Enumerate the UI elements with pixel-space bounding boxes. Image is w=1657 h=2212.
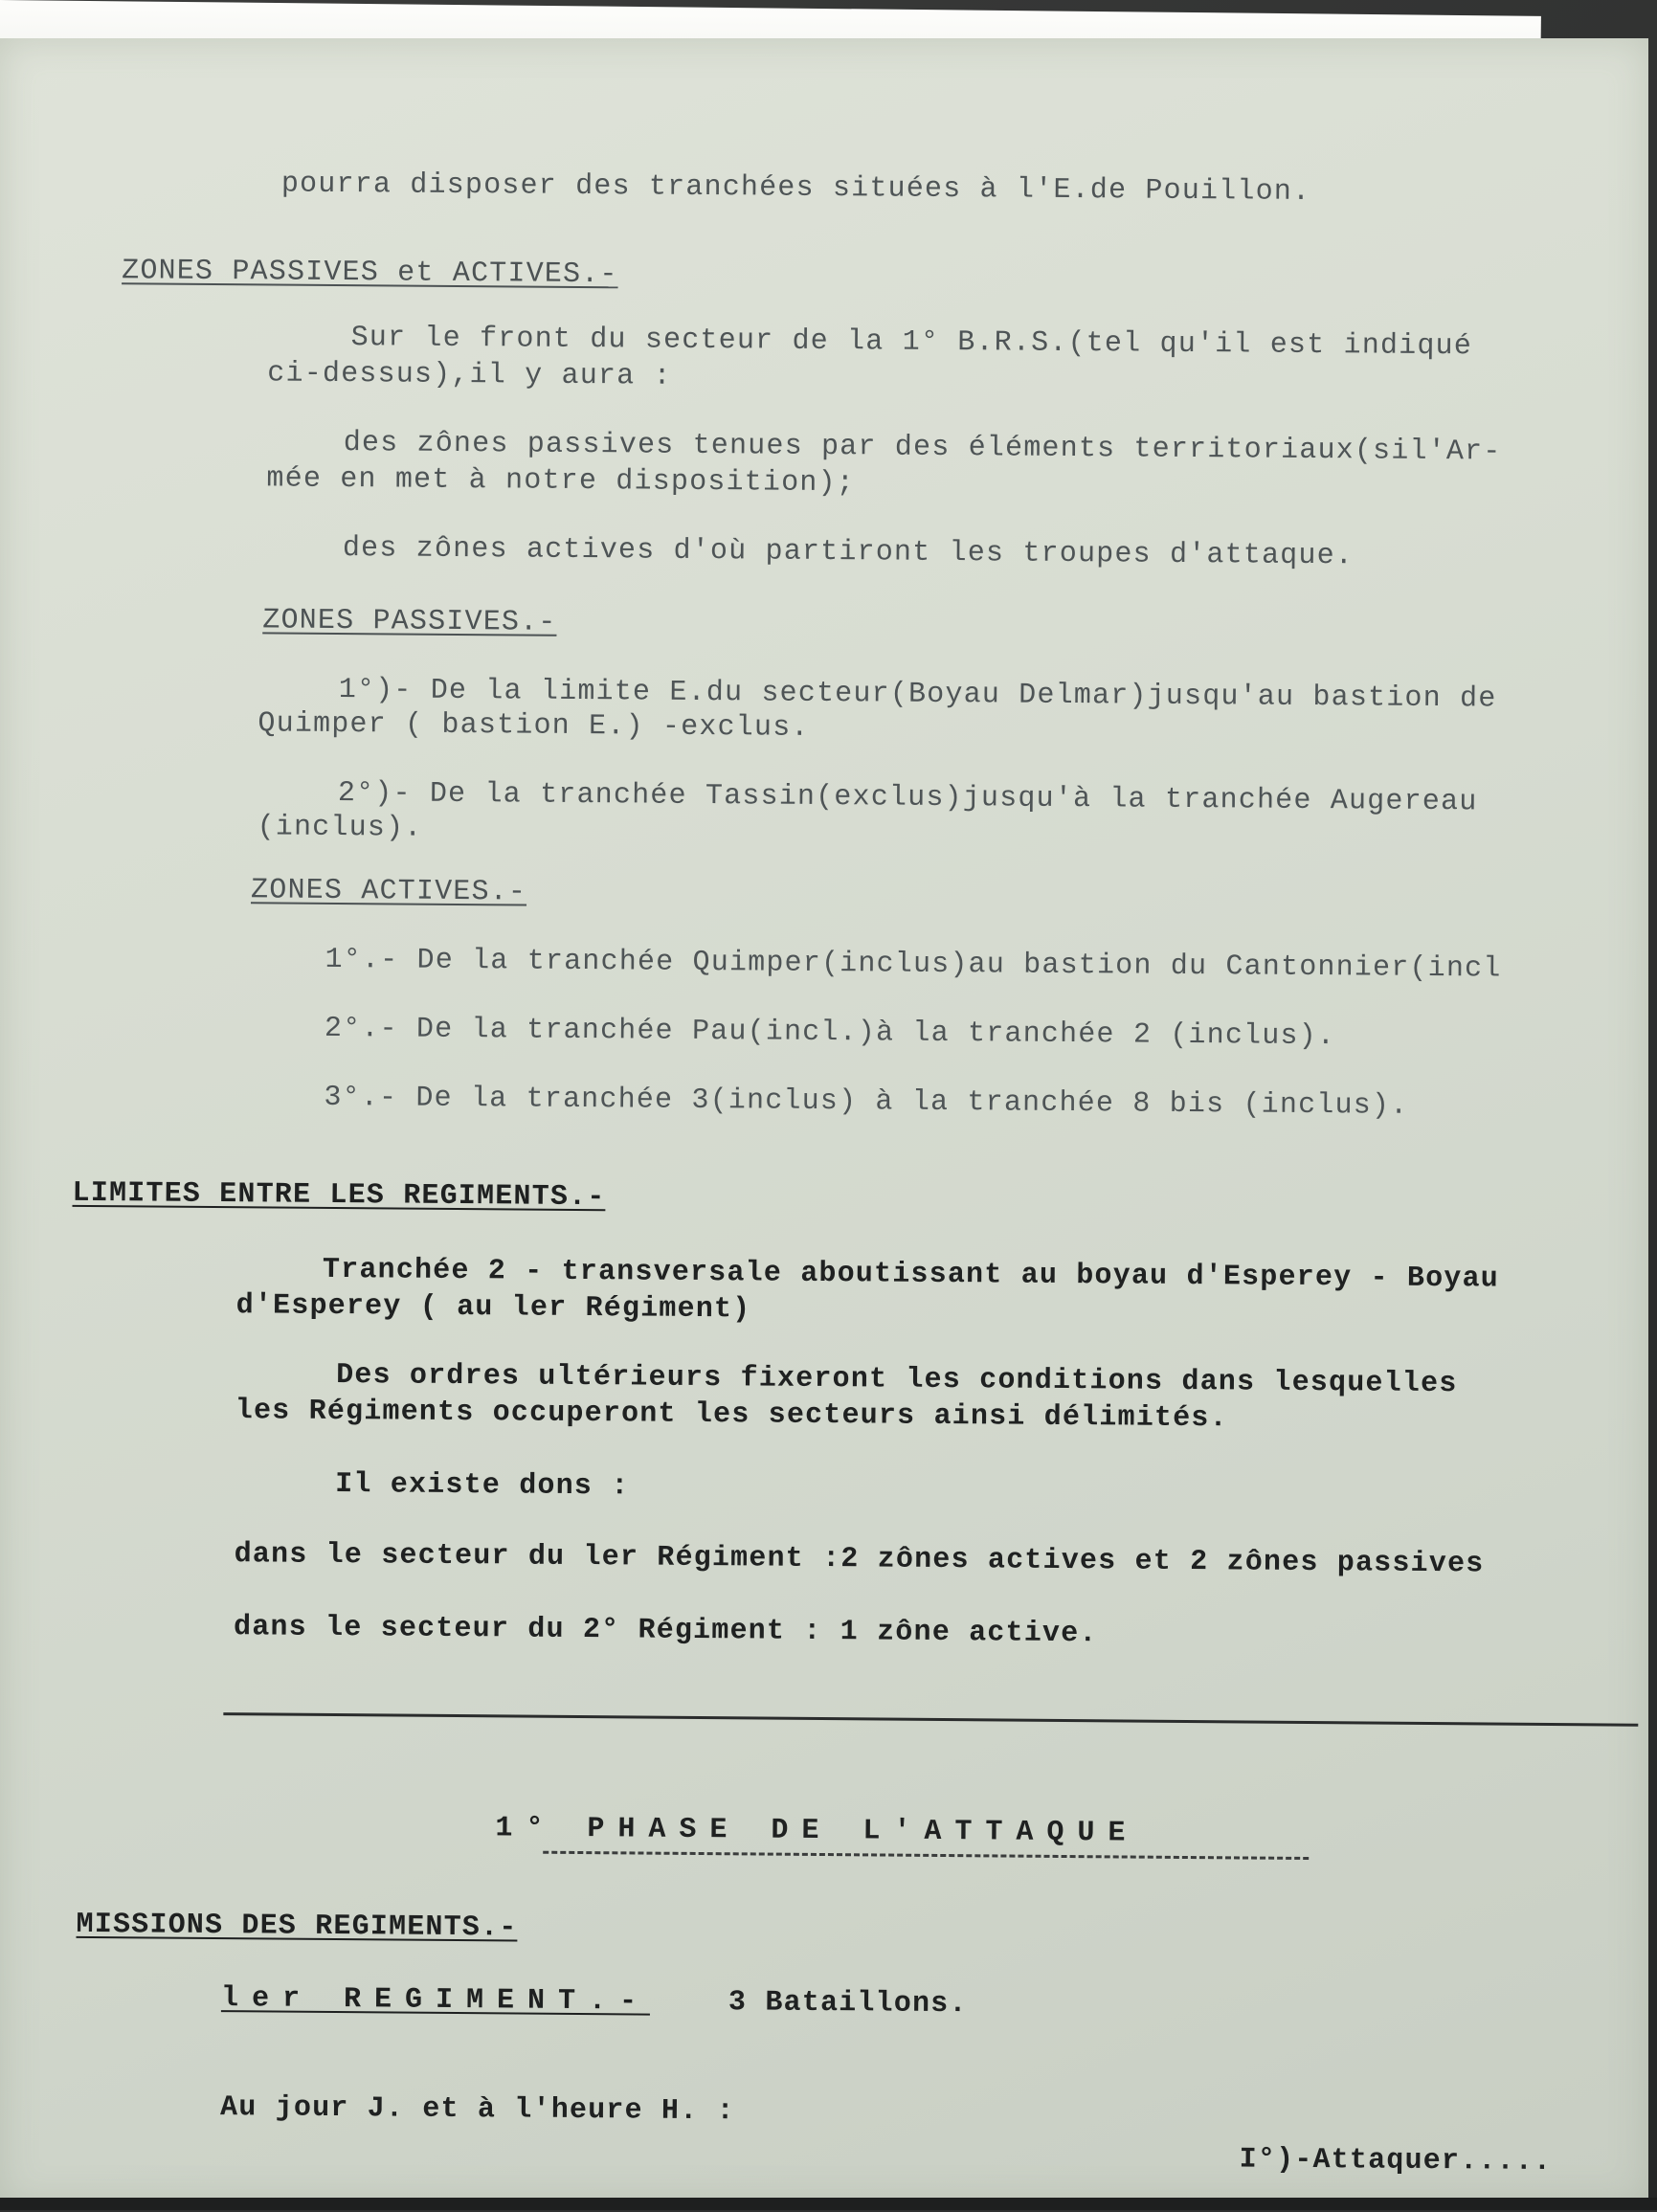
typed-document [0, 32, 1655, 2211]
phase-title-dashes [543, 1851, 1309, 1860]
active-item-2: 2°.- De la tranchée Pau(incl.)à la tranchée 2 (inclus). [324, 1012, 1336, 1054]
regiment-battalions: 3 Bataillons. [728, 1986, 968, 2022]
orders-line-2: les Régiments occuperont les secteurs ainsi délimités. [235, 1395, 1228, 1436]
limits-heading: LIMITES ENTRE LES REGIMENTS.- [72, 1176, 606, 1215]
sector-1-line: dans le secteur du ler Régiment :2 zônes actives et 2 zônes passives [234, 1538, 1485, 1581]
missions-heading: MISSIONS DES REGIMENTS.- [76, 1908, 518, 1945]
regiment-label: ler REGIMENT.- [220, 1982, 651, 2019]
passive-item-1-line-1: 1°)- De la limite E.du secteur(Boyau Delmar)jusqu'au bastion de [338, 674, 1497, 716]
passive-item-2-line-1: 2°)- De la tranchée Tassin(exclus)jusqu'à la tranchée Augereau [337, 777, 1478, 819]
passive-desc-line-1: des zônes passives tenues par des éléments territoriaux(sil'Ar- [343, 427, 1502, 469]
limits-line-1: Tranchée 2 - transversale aboutissant au boyau d'Esperey - Boyau [322, 1253, 1500, 1296]
limits-line-2: d'Esperey ( au ler Régiment) [235, 1289, 751, 1327]
intro-line: pourra disposer des tranchées situées à l'E.de Pouillon. [280, 168, 1311, 209]
passive-desc-line-2: mée en met à notre disposition); [266, 462, 856, 501]
zones-intro-line-2: ci-dessus),il y aura : [267, 357, 672, 393]
attack-line: I°)-Attaquer..... [1239, 2143, 1553, 2179]
active-zones-heading: ZONES ACTIVES.- [250, 874, 527, 909]
sector-2-line: dans le secteur du 2° Régiment : 1 zône active. [233, 1611, 1098, 1651]
section-divider [223, 1712, 1638, 1727]
passive-item-2-line-2: (inclus). [257, 811, 423, 845]
zones-intro-line-1: Sur le front du secteur de la 1° B.R.S.(tel qu'il est indiqué [350, 322, 1473, 364]
exists-line: Il existe dons : [335, 1468, 630, 1504]
zones-heading: ZONES PASSIVES et ACTIVES.- [122, 255, 618, 292]
active-item-1: 1°.- De la tranchée Quimper(inclus)au bastion du Cantonnier(incl [325, 943, 1502, 986]
scan-bottom-edge [0, 2198, 1657, 2210]
passive-item-1-line-2: Quimper ( bastion E.) -exclus. [258, 707, 810, 745]
phase-title: 1° PHASE DE L'ATTAQUE [495, 1812, 1139, 1850]
active-item-3: 3°.- De la tranchée 3(inclus) à la tranchée 8 bis (inclus). [324, 1081, 1409, 1123]
orders-line-1: Des ordres ultérieurs fixeront les conditions dans lesquelles [335, 1359, 1458, 1401]
passive-zones-heading: ZONES PASSIVES.- [262, 604, 557, 639]
day-line: Au jour J. et à l'heure H. : [219, 2091, 735, 2129]
active-desc-line: des zônes actives d'où partiront les troupes d'attaque. [342, 532, 1355, 573]
